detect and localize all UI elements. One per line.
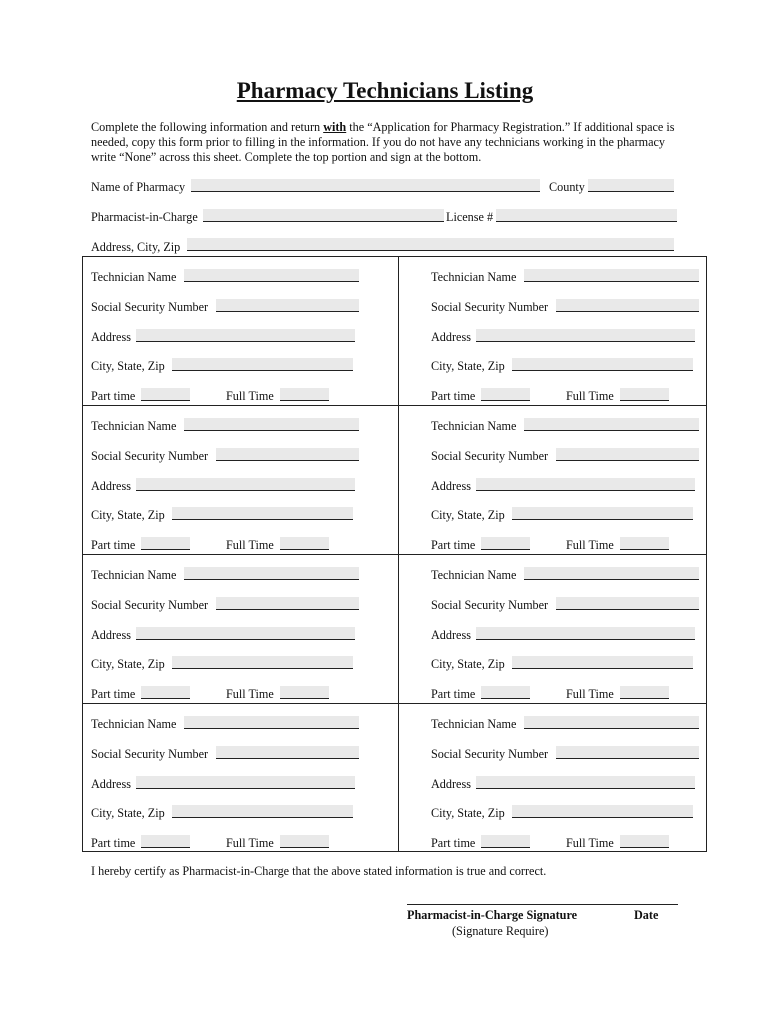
technician-name-label: Technician Name [431, 717, 517, 731]
city-state-zip-field[interactable] [512, 805, 693, 818]
address-label: Address [91, 330, 131, 344]
technician-name-label: Technician Name [91, 717, 177, 731]
city-state-zip-label: City, State, Zip [431, 508, 505, 522]
address-label: Address [431, 628, 471, 642]
part-time-label: Part time [431, 687, 476, 701]
city-state-zip-label: City, State, Zip [91, 359, 165, 373]
full-time-label: Full Time [226, 538, 274, 552]
address-field[interactable] [136, 627, 355, 640]
full-time-label: Full Time [566, 538, 614, 552]
full-time-label: Full Time [566, 687, 614, 701]
pharmacy-name-field[interactable] [191, 179, 540, 192]
city-state-zip-label: City, State, Zip [431, 359, 505, 373]
address-field[interactable] [476, 776, 695, 789]
address-label: Address [91, 479, 131, 493]
instructions-text [91, 120, 691, 165]
city-state-zip-label: City, State, Zip [91, 508, 165, 522]
social-security-number-label: Social Security Number [431, 747, 549, 761]
technician-name-label: Technician Name [431, 270, 517, 284]
full-time-label: Full Time [566, 389, 614, 403]
social-security-number-field[interactable] [556, 597, 699, 610]
social-security-number-label: Social Security Number [91, 598, 209, 612]
address-field[interactable] [476, 329, 695, 342]
grid-row-divider [82, 703, 707, 704]
full-time-field[interactable] [280, 835, 329, 848]
address-field[interactable] [476, 478, 695, 491]
address-field[interactable] [136, 776, 355, 789]
technician-name-field[interactable] [184, 269, 359, 282]
part-time-label: Part time [91, 836, 136, 850]
social-security-number-label: Social Security Number [91, 300, 209, 314]
address-city-zip-label: Address, City, Zip [91, 240, 181, 254]
technician-name-label: Technician Name [91, 568, 177, 582]
technician-name-field[interactable] [524, 418, 699, 431]
social-security-number-field[interactable] [556, 448, 699, 461]
part-time-label: Part time [91, 389, 136, 403]
date-label: Date [634, 908, 659, 922]
city-state-zip-field[interactable] [172, 507, 353, 520]
full-time-field[interactable] [620, 835, 669, 848]
signature-field[interactable] [407, 904, 678, 905]
social-security-number-field[interactable] [216, 299, 359, 312]
county-field[interactable] [588, 179, 674, 192]
part-time-field[interactable] [481, 388, 530, 401]
address-field[interactable] [136, 329, 355, 342]
social-security-number-label: Social Security Number [431, 449, 549, 463]
city-state-zip-field[interactable] [512, 656, 693, 669]
full-time-field[interactable] [280, 686, 329, 699]
technician-name-label: Technician Name [431, 419, 517, 433]
technician-name-label: Technician Name [431, 568, 517, 582]
form-title: Pharmacy Technicians Listing [236, 78, 534, 103]
full-time-field[interactable] [280, 537, 329, 550]
part-time-field[interactable] [481, 835, 530, 848]
grid-row-divider [82, 405, 707, 406]
part-time-field[interactable] [141, 537, 190, 550]
address-field[interactable] [476, 627, 695, 640]
technician-name-field[interactable] [184, 716, 359, 729]
social-security-number-field[interactable] [556, 746, 699, 759]
certification-text: I hereby certify as Pharmacist-in-Charge that the above stated information is true and correct. [91, 864, 547, 878]
license-label: License # [446, 210, 494, 224]
grid-row-divider [82, 554, 707, 555]
technician-name-field[interactable] [524, 269, 699, 282]
part-time-field[interactable] [141, 388, 190, 401]
social-security-number-label: Social Security Number [91, 747, 209, 761]
social-security-number-field[interactable] [216, 746, 359, 759]
pharmacy-name-label: Name of Pharmacy [91, 180, 186, 194]
pharmacist-in-charge-label: Pharmacist-in-Charge [91, 210, 198, 224]
full-time-label: Full Time [226, 687, 274, 701]
part-time-field[interactable] [481, 537, 530, 550]
address-label: Address [431, 777, 471, 791]
technician-name-label: Technician Name [91, 270, 177, 284]
technician-name-field[interactable] [184, 567, 359, 580]
technician-name-field[interactable] [184, 418, 359, 431]
address-field[interactable] [136, 478, 355, 491]
social-security-number-field[interactable] [216, 448, 359, 461]
part-time-field[interactable] [141, 686, 190, 699]
full-time-field[interactable] [620, 388, 669, 401]
technician-name-label: Technician Name [91, 419, 177, 433]
city-state-zip-field[interactable] [172, 358, 353, 371]
part-time-label: Part time [431, 389, 476, 403]
full-time-field[interactable] [620, 537, 669, 550]
part-time-label: Part time [431, 836, 476, 850]
county-label: County [549, 180, 585, 194]
social-security-number-field[interactable] [216, 597, 359, 610]
city-state-zip-field[interactable] [172, 656, 353, 669]
social-security-number-label: Social Security Number [91, 449, 209, 463]
full-time-label: Full Time [566, 836, 614, 850]
part-time-field[interactable] [141, 835, 190, 848]
license-field[interactable] [496, 209, 677, 222]
instructions-emphasis: with [323, 120, 347, 134]
instructions-part-1: Complete the following information and return [91, 120, 324, 134]
address-label: Address [91, 628, 131, 642]
full-time-label: Full Time [226, 836, 274, 850]
social-security-number-field[interactable] [556, 299, 699, 312]
address-label: Address [91, 777, 131, 791]
full-time-label: Full Time [226, 389, 274, 403]
signature-note: (Signature Require) [452, 924, 549, 938]
full-time-field[interactable] [280, 388, 329, 401]
city-state-zip-field[interactable] [172, 805, 353, 818]
address-label: Address [431, 479, 471, 493]
part-time-label: Part time [91, 687, 136, 701]
full-time-field[interactable] [620, 686, 669, 699]
part-time-field[interactable] [481, 686, 530, 699]
city-state-zip-field[interactable] [512, 358, 693, 371]
city-state-zip-label: City, State, Zip [431, 806, 505, 820]
address-city-zip-field[interactable] [187, 238, 674, 251]
part-time-label: Part time [91, 538, 136, 552]
city-state-zip-field[interactable] [512, 507, 693, 520]
instructions-part-2: the “Application for Pharmacy Registration.” If additional space is needed, copy this form prior to filling in the information. If you do not have any technicians working in the pharmacy write “None” across this sheet. Complete the top portion and sign at the bottom. [91, 120, 675, 164]
technician-name-field[interactable] [524, 567, 699, 580]
part-time-label: Part time [431, 538, 476, 552]
social-security-number-label: Social Security Number [431, 300, 549, 314]
city-state-zip-label: City, State, Zip [91, 806, 165, 820]
city-state-zip-label: City, State, Zip [431, 657, 505, 671]
address-label: Address [431, 330, 471, 344]
signature-label: Pharmacist-in-Charge Signature [407, 908, 578, 922]
social-security-number-label: Social Security Number [431, 598, 549, 612]
city-state-zip-label: City, State, Zip [91, 657, 165, 671]
technician-name-field[interactable] [524, 716, 699, 729]
pharmacist-in-charge-field[interactable] [203, 209, 444, 222]
